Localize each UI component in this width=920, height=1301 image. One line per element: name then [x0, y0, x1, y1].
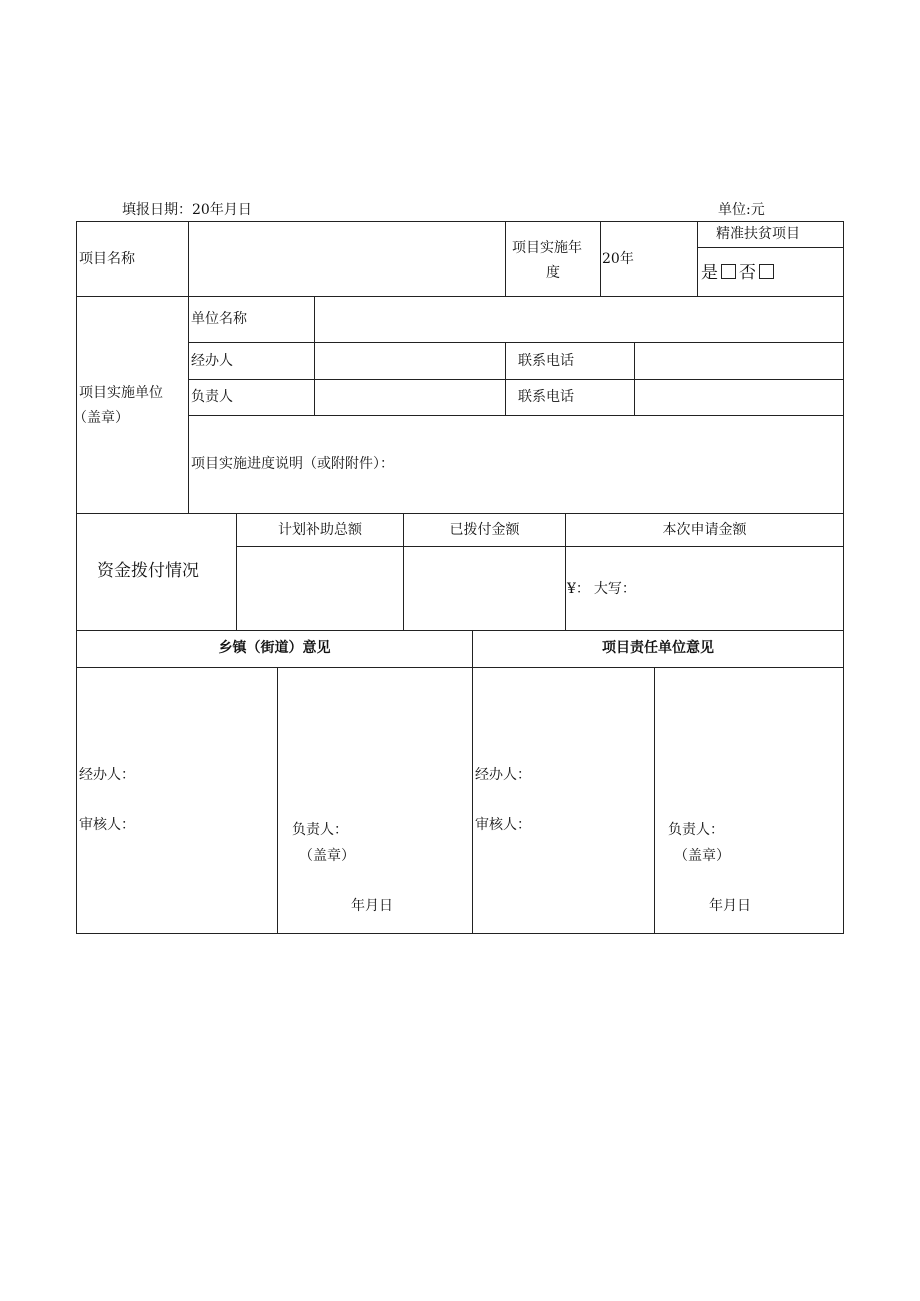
no-label: 否	[739, 263, 756, 283]
current-request-label: 本次申请金额	[662, 522, 747, 538]
left-reviewer-label: 审核人：	[79, 817, 135, 833]
uppercase-label: 大写：	[593, 581, 636, 597]
leader-label: 负责人	[191, 389, 233, 405]
request-amount-field[interactable]	[567, 582, 636, 596]
resp-unit-opinion-title: 项目责任单位意见	[602, 640, 714, 656]
right-reviewer-label: 审核人：	[475, 817, 531, 833]
phone-label-1: 联系电话	[518, 353, 574, 369]
left-date-label: 年月日	[351, 898, 393, 914]
paid-amount-field[interactable]	[404, 547, 565, 629]
impl-year-label-line2: 度	[546, 265, 560, 281]
currency-prefix: ¥：	[567, 581, 590, 597]
unit-name-field[interactable]	[315, 297, 842, 341]
yes-checkbox-icon[interactable]	[721, 264, 736, 279]
unit-label: 单位:元	[718, 202, 765, 218]
impl-year-value[interactable]: 20年	[602, 251, 634, 267]
fill-date-label: 填报日期：20年月日	[122, 202, 252, 218]
left-seal-label: （盖章）	[299, 848, 355, 864]
leader-field[interactable]	[315, 380, 504, 414]
right-seal-label: （盖章）	[674, 848, 730, 864]
planned-total-label: 计划补助总额	[278, 522, 362, 538]
planned-total-field[interactable]	[237, 547, 403, 629]
no-checkbox-icon[interactable]	[759, 264, 774, 279]
phone-field-2[interactable]	[635, 380, 842, 414]
handler-label: 经办人	[191, 353, 233, 369]
left-leader-label: 负责人：	[292, 822, 348, 838]
right-date-label: 年月日	[709, 898, 751, 914]
poverty-yes-no	[701, 264, 774, 282]
handler-field[interactable]	[315, 343, 504, 378]
impl-unit-label-line2: （盖章）	[73, 410, 129, 426]
impl-unit-label-line1: 项目实施单位	[79, 385, 163, 401]
impl-year-label-line1: 项目实施年	[512, 240, 582, 256]
town-opinion-title: 乡镇（街道）意见	[218, 640, 331, 656]
right-handler-label: 经办人：	[475, 767, 531, 783]
left-handler-label: 经办人：	[79, 767, 135, 783]
funds-title: 资金拨付情况	[97, 561, 199, 581]
right-leader-label: 负责人：	[668, 822, 724, 838]
progress-label: 项目实施进度说明（或附附件）：	[191, 456, 394, 472]
project-name-label: 项目名称	[79, 251, 135, 267]
unit-name-label: 单位名称	[191, 311, 247, 327]
project-name-field[interactable]	[189, 222, 504, 295]
phone-label-2: 联系电话	[518, 389, 574, 405]
phone-field-1[interactable]	[635, 343, 842, 378]
poverty-project-label: 精准扶贫项目	[716, 226, 800, 242]
paid-amount-label: 已拨付金额	[449, 522, 520, 538]
yes-label: 是	[701, 263, 718, 283]
